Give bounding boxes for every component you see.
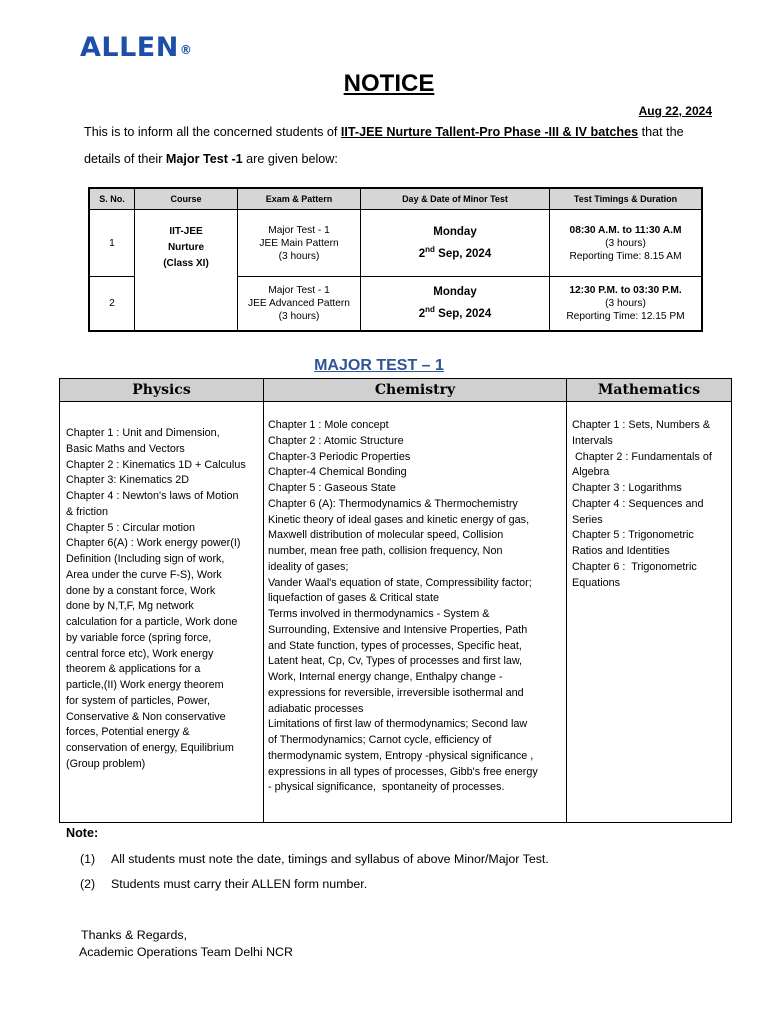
timing-cell: 08:30 A.M. to 11:30 A.M (3 hours) Reporting Time: 8.15 AM: [550, 210, 703, 277]
intro-line-1: This is to inform all the concerned students of IIT-JEE Nurture Tallent-Pro Phase -III & IV batches that the: [84, 125, 684, 139]
exam-cell: Major Test - 1 JEE Main Pattern (3 hours): [238, 210, 361, 277]
note-heading: Note:: [66, 826, 99, 840]
note-item: (1) All students must note the date, timings and syllabus of above Minor/Major Test.: [80, 852, 549, 866]
mathematics-syllabus-cell: [567, 402, 732, 823]
timing-cell: 12:30 P.M. to 03:30 P.M. (3 hours) Reporting Time: 12.15 PM: [550, 277, 703, 332]
schedule-table: [88, 187, 703, 332]
mathematics-syllabus: Chapter 1 : Sets, Numbers & Intervals Chapter 2 : Fundamentals of Algebra Chapter 3 : Logarithms Chapter 4 : Sequences and Series Chapter 5 : Trigonometric Ratios and Identities Chapter 6 : Trigonometric Equations: [572, 419, 712, 589]
note-item: (2) Students must carry their ALLEN form number.: [80, 877, 368, 891]
exam-cell: Major Test - 1 JEE Advanced Pattern (3 hours): [238, 277, 361, 332]
header-timings: Test Timings & Duration: [550, 188, 703, 210]
header-sno: S. No.: [89, 188, 135, 210]
page-title: NOTICE: [343, 70, 435, 97]
physics-syllabus-cell: [60, 402, 264, 823]
header-exam: Exam & Pattern: [238, 188, 361, 210]
header-day-date: Day & Date of Minor Test: [361, 188, 550, 210]
schedule-header-row: [89, 188, 702, 210]
chemistry-syllabus: Chapter 1 : Mole concept Chapter 2 : Atomic Structure Chapter-3 Periodic Properties Chapter-4 Chemical Bonding Chapter 5 : Gaseous State Chapter 6 (A): Thermodynamics & Thermochemistry Kinetic theory of ideal gases and kinetic energy of gas, Maxwell distribution of molecular speed, Collision number, mean free path, collision frequency, Non ideality of gases; Vander Waal's equation of state, Compressibility factor; liquefaction of gases & Critical state Terms involved in thermodynamics - System & Surrounding, Extensive and Intensive Properties, Path and State function, types of processes, Specific heat, Latent heat, Cp, Cv, Types of processes and first law, Work, Internal energy change, Enthalpy change - expressions for reversible, irreversible isothermal and adiabatic processes Limitations of first law of thermodynamics; Second law of Thermodynamics; Carnot cycle, efficiency of thermodynamic system, Entropy -physical significance , expressions in all types of processes, Gibb's free energy - physical significance, spontaneity of processes.: [268, 419, 538, 794]
row-sno: 2: [89, 277, 135, 332]
physics-syllabus: Chapter 1 : Unit and Dimension, Basic Maths and Vectors Chapter 2 : Kinematics 1D + Calculus Chapter 3: Kinematics 2D Chapter 4 : Newton's laws of Motion & friction Chapter 5 : Circular motion Chapter 6(A) : Work energy power(I) Definition (Including sign of work, Area under the curve F-S), Work done by a constant force, Work done by N,T,F, Mg network calculation for a particle, Work done by variable force (spring force, central force etc), Work energy theorem & applications for a particle,(II) Work energy theorem for system of particles, Power, Conservative & Non conservative forces, Potential energy & conservation of energy, Equilibrium (Group problem): [66, 427, 246, 770]
test-name: Major Test -1: [165, 152, 243, 166]
signoff-line-1: Thanks & Regards,: [81, 928, 188, 942]
notice-date: Aug 22, 2024: [638, 104, 712, 118]
signoff-line-2: Academic Operations Team Delhi NCR: [79, 945, 293, 959]
header-course: Course: [135, 188, 238, 210]
header-mathematics: Mathematics: [567, 379, 732, 402]
allen-logo: ALLEN®: [80, 32, 193, 63]
chemistry-syllabus-cell: [264, 402, 567, 823]
syllabus-table: [59, 378, 732, 823]
table-row: [89, 210, 702, 277]
day-date-cell: Monday 2nd Sep, 2024: [361, 210, 550, 277]
header-physics: Physics: [60, 379, 264, 402]
header-chemistry: Chemistry: [264, 379, 567, 402]
major-test-heading: MAJOR TEST – 1: [314, 357, 444, 374]
course-cell: IIT-JEE Nurture (Class XI): [135, 210, 238, 332]
syllabus-row: [60, 402, 732, 823]
row-sno: 1: [89, 210, 135, 277]
day-date-cell: Monday 2nd Sep, 2024: [361, 277, 550, 332]
batch-name: IIT-JEE Nurture Tallent-Pro Phase -III & IV batches: [340, 125, 639, 139]
syllabus-header-row: [60, 379, 732, 402]
intro-line-2: details of their Major Test -1 are given below:: [84, 152, 338, 166]
